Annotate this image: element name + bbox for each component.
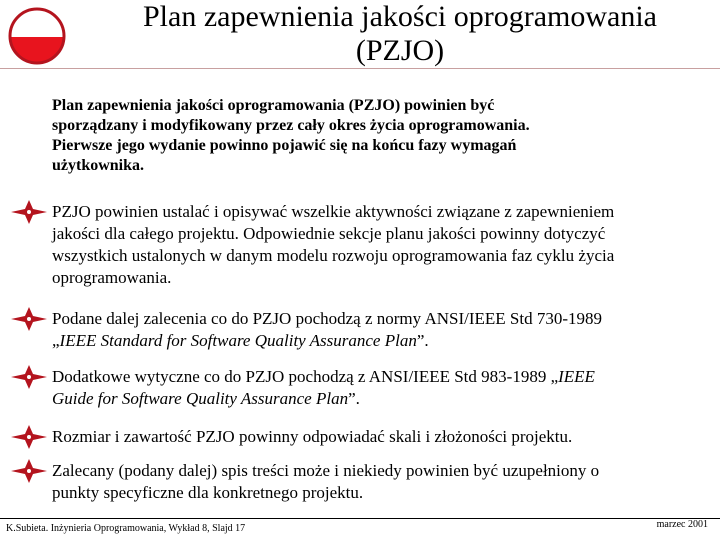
bullet-text-before: Dodatkowe wytyczne co do PZJO pochodzą z ANSI/IEEE Std 983-1989 „ — [52, 367, 559, 386]
star-bullet-icon — [10, 364, 48, 390]
footer-date: marzec 2001 — [656, 519, 708, 530]
title-line-2: (PZJO) — [355, 34, 445, 67]
star-bullet-icon — [10, 306, 48, 332]
title-line-1: Plan zapewnienia jakości oprogramowania — [143, 0, 657, 33]
title-divider — [0, 68, 720, 69]
logo-icon — [7, 6, 67, 66]
standard-title: IEEE Standard for Software Quality Assurance Plan — [59, 331, 417, 350]
standard-title: IEEE Guide for Software Quality Assurance Plan — [52, 367, 595, 408]
footer-source: K.Subieta. Inżynieria Oprogramowania, Wykład 8, Slajd 17 — [6, 523, 246, 534]
footer-divider — [0, 518, 720, 519]
intro-paragraph: Plan zapewnienia jakości oprogramowania (PZJO) powinien być sporządzany i modyfikowany przez cały okres życia oprogramowania. Pierwsze jego wydanie powinno pojawić się na końcu fazy wymagań użytkownika. — [52, 97, 530, 174]
bullet-text — [52, 308, 720, 352]
star-bullet-icon — [10, 424, 48, 450]
star-bullet-icon — [10, 199, 48, 225]
bullet-text — [52, 366, 720, 410]
bullet-text-before: Podane dalej zalecenia co do PZJO pochodzą z normy ANSI/IEEE Std 730-1989 „ — [52, 309, 603, 350]
bullet-text: Rozmiar i zawartość PZJO powinny odpowiadać skali i złożoności projektu. — [52, 427, 573, 446]
bullet-text-after: ”. — [348, 389, 360, 408]
bullet-text-after: ”. — [416, 331, 429, 350]
bullet-text: PZJO powinien ustalać i opisywać wszelkie aktywności związane z zapewnieniem jakości dla całego projektu. Odpowiednie sekcje planu jakości powinny dotyczyć wszystkich ustalonych w danym modelu rozwoju oprogramowania faz cyklu życia oprogramowania. — [52, 202, 615, 287]
star-bullet-icon — [10, 458, 48, 484]
page-title — [80, 0, 720, 68]
bullet-text: Zalecany (podany dalej) spis treści może i niekiedy powinien być uzupełniony o punkty specyficzne dla konkretnego projektu. — [52, 461, 600, 502]
